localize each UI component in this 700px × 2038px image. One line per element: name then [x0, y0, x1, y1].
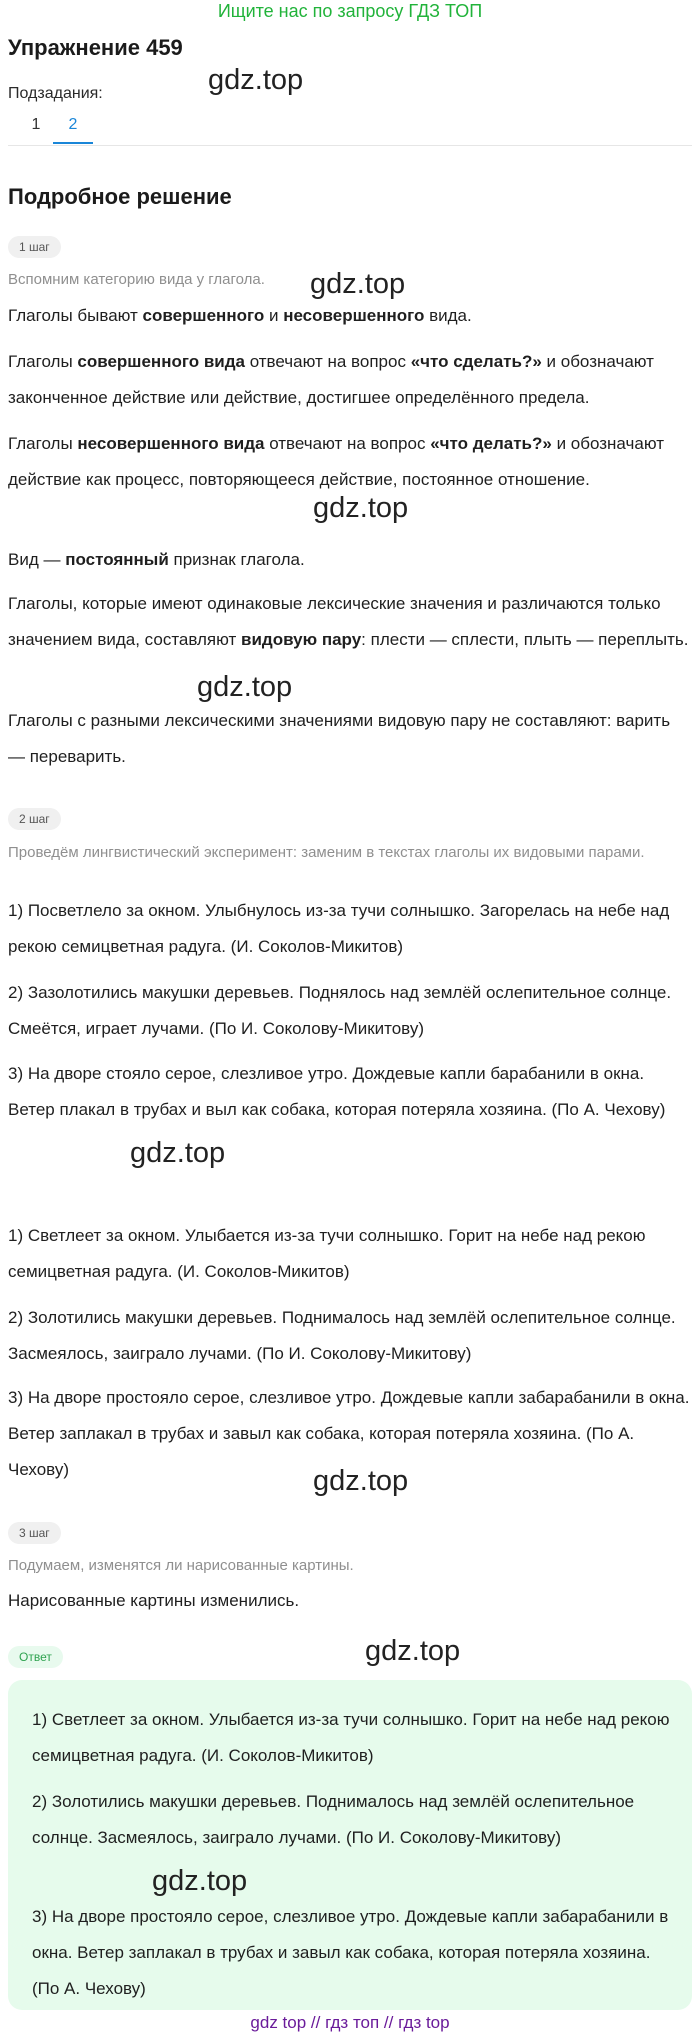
watermark: gdz.top	[313, 492, 409, 524]
paragraph: Глаголы бывают совершенного и несовершенного вида.	[8, 306, 472, 325]
page-title: Упражнение 459	[8, 35, 183, 60]
paragraph: Глаголы с разными лексическими значениями видовую пару не составляют: варить — переварить.	[8, 711, 671, 766]
step-hint-3: Подумаем, изменятся ли нарисованные картины.	[8, 1557, 354, 1574]
paragraph: Глаголы совершенного вида отвечают на вопрос «что сделать?» и обозначают законченное действие или действие, достигшее определённого предела.	[8, 352, 654, 407]
paragraph: Нарисованные картины изменились.	[8, 1591, 300, 1610]
watermark: gdz.top	[313, 1465, 409, 1497]
paragraph: 1) Посветлело за окном. Улыбнулось из-за тучи солнышко. Загорелась на небе над рекою семицветная радуга. (И. Соколов-Микитов)	[8, 901, 670, 956]
step-hint-2: Проведём лингвистический эксперимент: заменим в текстах глаголы их видовыми парами.	[8, 844, 645, 861]
paragraph: Вид — постоянный признак глагола.	[8, 550, 305, 569]
answer-item: 1) Светлеет за окном. Улыбается из-за тучи солнышко. Горит на небе над рекою семицветная радуга. (И. Соколов-Микитов)	[32, 1710, 670, 1765]
watermark: gdz.top	[310, 268, 406, 300]
tab-2[interactable]: 2	[53, 116, 93, 144]
solution-heading: Подробное решение	[8, 184, 232, 209]
subtask-tabs	[8, 112, 692, 146]
paragraph: Глаголы несовершенного вида отвечают на вопрос «что делать?» и обозначают действие как процесс, повторяющееся действие, постоянное отношение.	[8, 434, 664, 489]
watermark: gdz.top	[152, 1865, 248, 1897]
answer-item: 3) На дворе простояло серое, слезливое утро. Дождевые капли забарабанили в окна. Ветер заплакал в трубах и завыл как собака, которая потеряла хозяина. (По А. Чехову)	[32, 1907, 669, 1998]
footer-links[interactable]: gdz top // гдз топ // гдз top	[250, 2013, 450, 2032]
watermark: gdz.top	[208, 64, 304, 96]
paragraph: 3) На дворе стояло серое, слезливое утро. Дождевые капли барабанили в окна. Ветер плакал в трубах и выл как собака, которая потеряла хозяина. (По А. Чехову)	[8, 1064, 666, 1119]
paragraph: 2) Золотились макушки деревьев. Поднималось над землёй ослепительное солнце. Засмеялось, заиграло лучами. (По И. Соколову-Микитову)	[8, 1308, 676, 1363]
step-chip-3: 3 шаг	[8, 1522, 61, 1544]
watermark: gdz.top	[197, 671, 293, 703]
tab-1[interactable]: 1	[31, 116, 41, 133]
subtasks-label: Подзадания:	[8, 85, 103, 102]
watermark: gdz.top	[365, 1635, 461, 1667]
step-hint-1: Вспомним категорию вида у глагола.	[8, 271, 265, 288]
paragraph: 2) Зазолотились макушки деревьев. Поднялось над землёй ослепительное солнце. Смеётся, играет лучами. (По И. Соколову-Микитову)	[8, 983, 672, 1038]
step-chip-2: 2 шаг	[8, 808, 61, 830]
watermark: gdz.top	[130, 1137, 226, 1169]
answer-item: 2) Золотились макушки деревьев. Поднималось над землёй ослепительное солнце. Засмеялось, заиграло лучами. (По И. Соколову-Микитову)	[32, 1792, 635, 1847]
step-chip-1: 1 шаг	[8, 236, 61, 258]
answer-chip: Ответ	[8, 1646, 63, 1668]
paragraph: Глаголы, которые имеют одинаковые лексические значения и различаются только значением вида, составляют видовую пару: плести — сплести, плыть — переплыть.	[8, 594, 689, 649]
paragraph: 3) На дворе простояло серое, слезливое утро. Дождевые капли забарабанили в окна. Ветер заплакал в трубах и завыл как собака, которая потеряла хозяина. (По А. Чехову)	[8, 1388, 690, 1479]
paragraph: 1) Светлеет за окном. Улыбается из-за тучи солнышко. Горит на небе над рекою семицветная радуга. (И. Соколов-Микитов)	[8, 1226, 646, 1281]
search-banner: Ищите нас по запросу ГДЗ ТОП	[217, 1, 483, 21]
